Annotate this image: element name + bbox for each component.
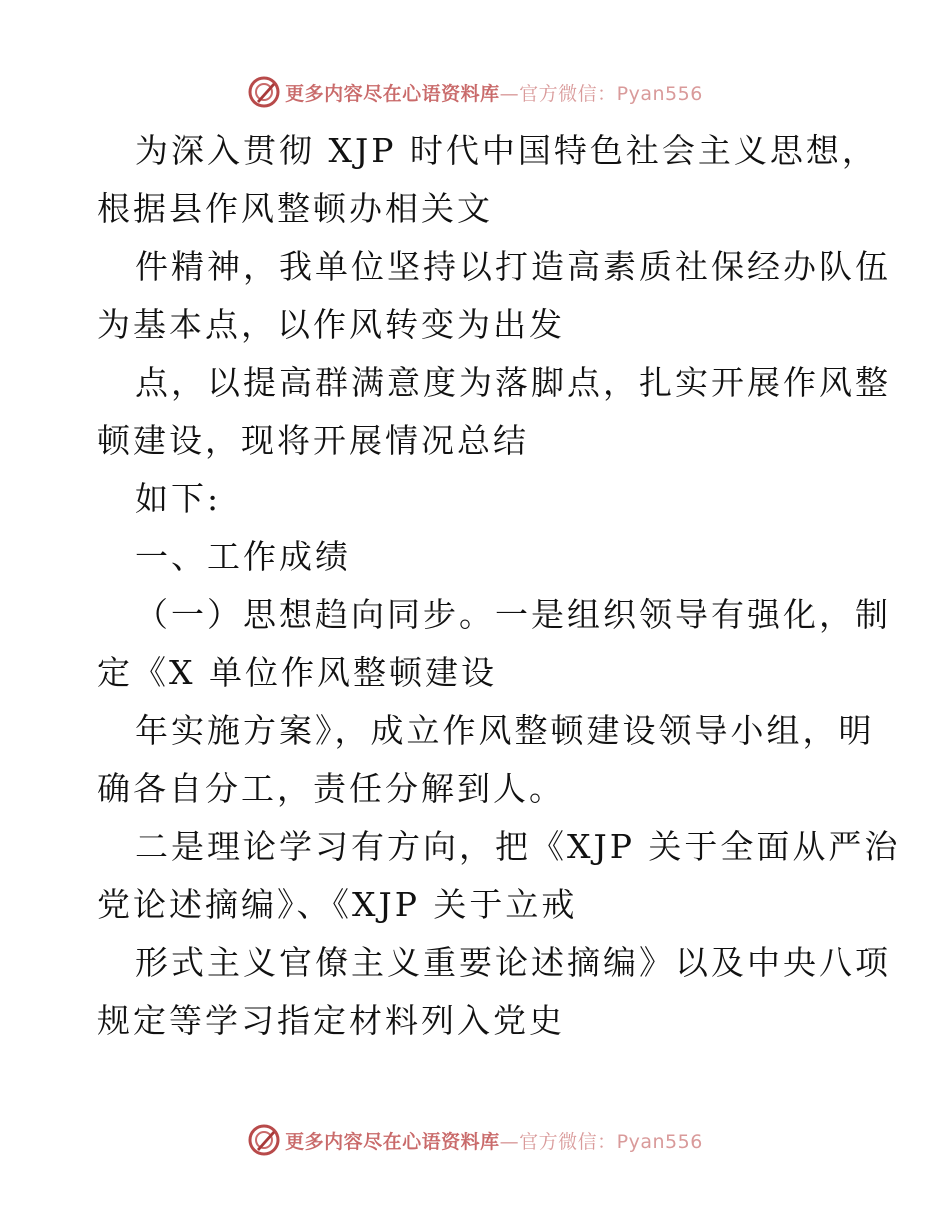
- text-line: 确各自分工，责任分解到人。: [97, 769, 565, 808]
- watermark-text: 更多内容尽在心语资料库—官方微信：Pyan556: [285, 1130, 703, 1153]
- text-line: 党论述摘编》、《XJP 关于立戒: [97, 885, 578, 924]
- text-line: 定《X 单位作风整顿建设: [97, 653, 497, 692]
- watermark-banner-top: [0, 72, 950, 112]
- text-line: 形式主义官僚主义重要论述摘编》以及中央八项: [135, 943, 891, 982]
- pen-logo-icon: [247, 75, 281, 109]
- watermark-text: 更多内容尽在心语资料库—官方微信：Pyan556: [285, 82, 703, 105]
- text-line: 二是理论学习有方向，把《XJP 关于全面从严治: [135, 827, 901, 866]
- text-line: 顿建设，现将开展情况总结: [97, 421, 529, 460]
- pen-logo-icon: [247, 1123, 281, 1157]
- text-line: 为深入贯彻 XJP 时代中国特色社会主义思想，: [135, 131, 878, 170]
- text-line: 一、工作成绩: [135, 537, 351, 576]
- text-line: 为基本点，以作风转变为出发: [97, 305, 565, 344]
- text-line: 根据县作风整顿办相关文: [97, 189, 493, 228]
- text-line: 点，以提高群满意度为落脚点，扎实开展作风整: [135, 363, 891, 402]
- watermark-banner-bottom: [0, 1120, 950, 1160]
- text-line: （一）思想趋向同步。一是组织领导有强化，制: [135, 595, 891, 634]
- text-line: 件精神，我单位坚持以打造高素质社保经办队伍: [135, 247, 891, 286]
- document-body: [97, 122, 901, 1050]
- text-line: 年实施方案》，成立作风整顿建设领导小组，明: [135, 711, 875, 750]
- text-line: 规定等学习指定材料列入党史: [97, 1001, 565, 1040]
- text-line: 如下:: [135, 479, 222, 518]
